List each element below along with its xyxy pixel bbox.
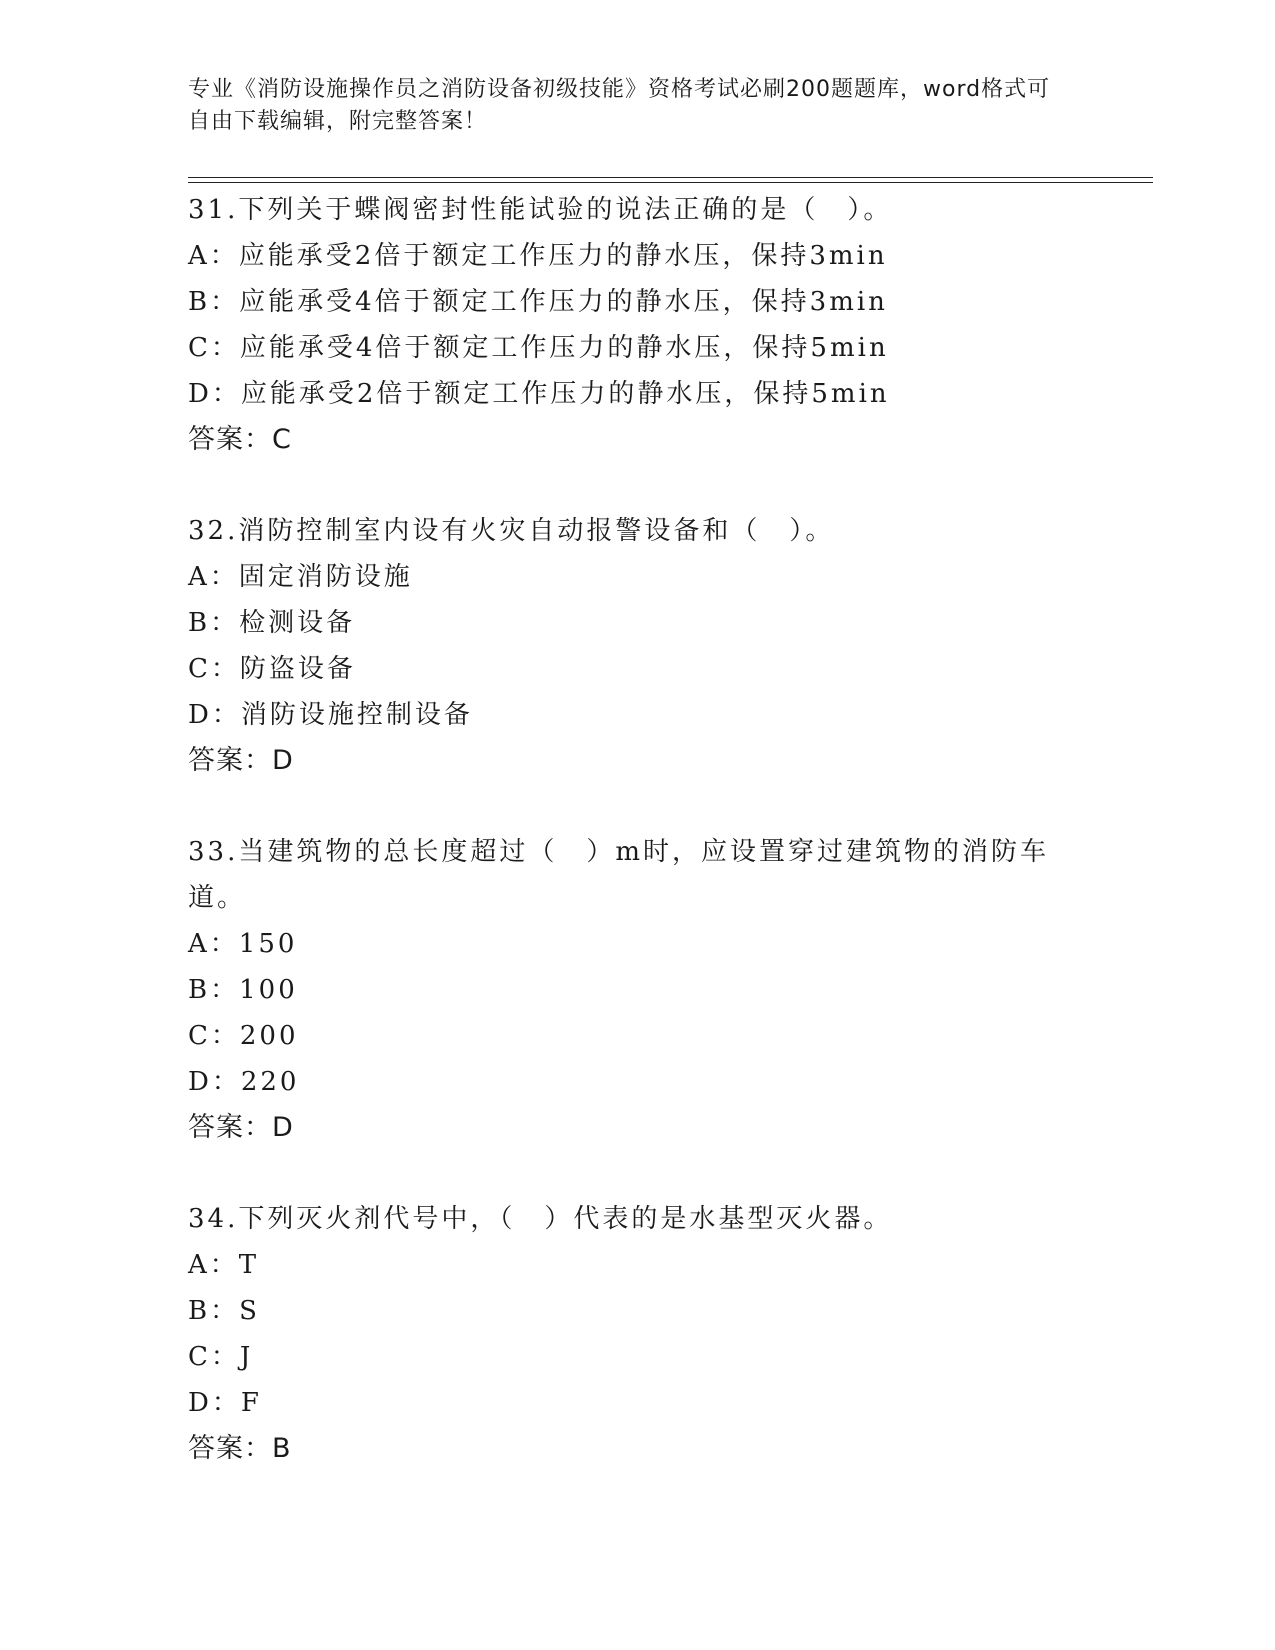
answer-line: 答案：B — [188, 1433, 292, 1464]
option-d: D：消防设施控制设备 — [188, 700, 473, 730]
option-a: A：150 — [188, 929, 298, 959]
option-a: A：T — [188, 1250, 260, 1280]
question-34 — [188, 1196, 1088, 1472]
option-c: C：防盗设备 — [188, 654, 356, 684]
option-b: B：100 — [188, 975, 298, 1005]
option-c: C：J — [188, 1342, 254, 1372]
option-b: B：应能承受4倍于额定工作压力的静水压，保持3min — [188, 287, 888, 317]
option-a: A：固定消防设施 — [188, 562, 413, 592]
option-c: C：200 — [188, 1021, 299, 1051]
header-divider-top — [188, 177, 1153, 178]
answer-line: 答案：D — [188, 745, 294, 776]
question-stem: 34.下列灭火剂代号中，（ ）代表的是水基型灭火器。 — [188, 1204, 893, 1234]
question-31 — [188, 187, 1088, 463]
question-33 — [188, 829, 1088, 1151]
question-32 — [188, 508, 1088, 784]
option-d: D：应能承受2倍于额定工作压力的静水压，保持5min — [188, 379, 890, 409]
option-b: B：检测设备 — [188, 608, 356, 638]
option-d: D：220 — [188, 1067, 300, 1097]
question-list — [188, 187, 1088, 1517]
question-stem: 33.当建筑物的总长度超过（ ）m时，应设置穿过建筑物的消防车道。 — [188, 837, 1050, 913]
option-d: D：F — [188, 1388, 262, 1418]
document-header — [188, 74, 1068, 138]
option-a: A：应能承受2倍于额定工作压力的静水压，保持3min — [188, 241, 888, 271]
header-divider-bottom — [188, 182, 1153, 183]
option-b: B：S — [188, 1296, 260, 1326]
question-stem: 31.下列关于蝶阀密封性能试验的说法正确的是（ ）。 — [188, 195, 893, 225]
answer-line: 答案：D — [188, 1112, 294, 1143]
question-stem: 32.消防控制室内设有火灾自动报警设备和（ ）。 — [188, 516, 835, 546]
option-c: C：应能承受4倍于额定工作压力的静水压，保持5min — [188, 333, 889, 363]
header-intro-text: 专业《消防设施操作员之消防设备初级技能》资格考试必刷200题题库，word格式可自由下载编辑，附完整答案！ — [188, 77, 1051, 134]
answer-line: 答案：C — [188, 424, 292, 455]
